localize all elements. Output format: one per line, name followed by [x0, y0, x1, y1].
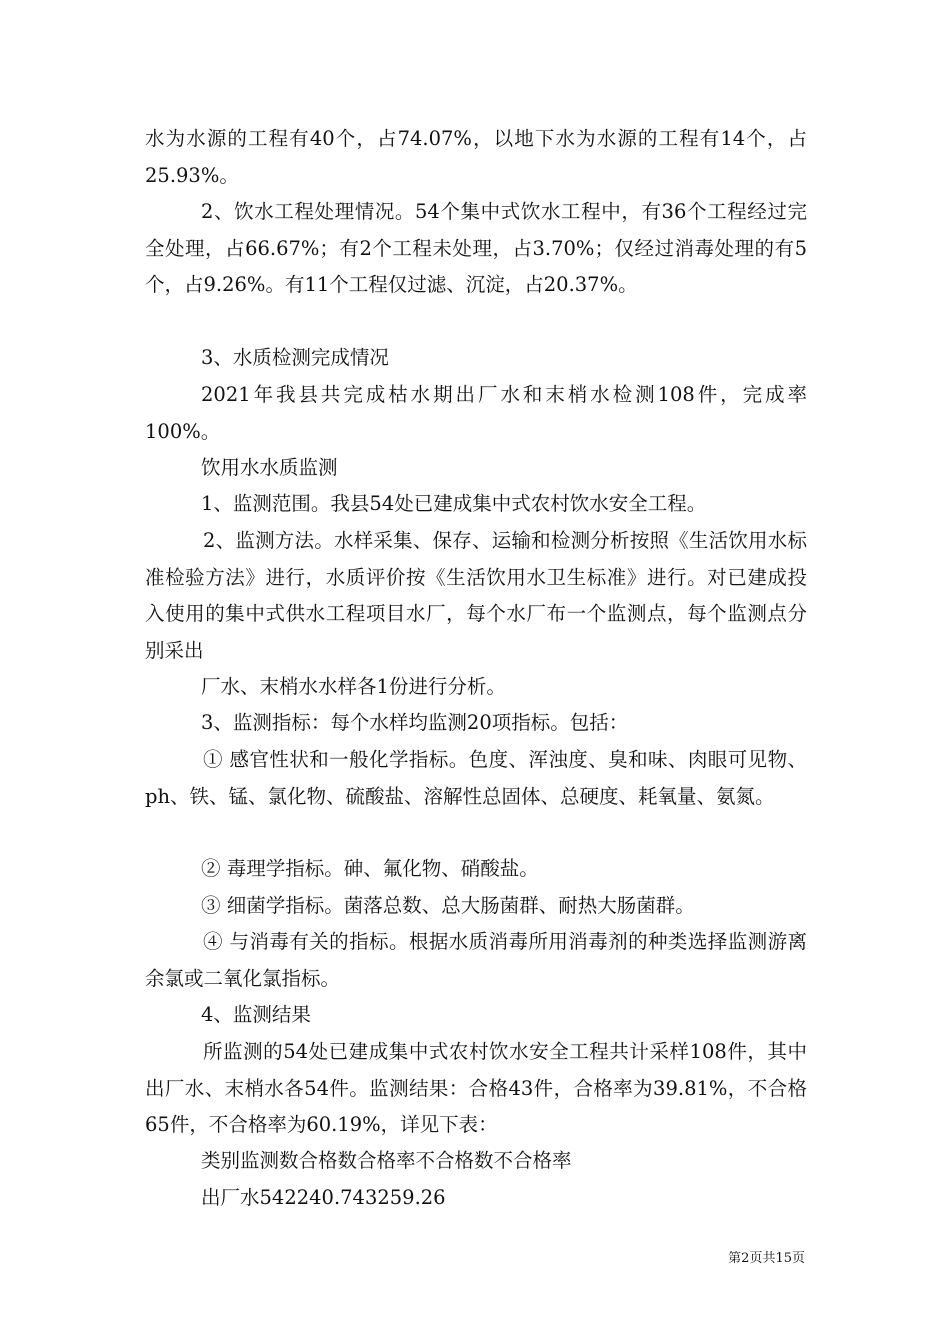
paragraph-testing-completion: 2021年我县共完成枯水期出厂水和末梢水检测108件，完成率100%。 — [145, 383, 807, 443]
heading-monitoring-indicators: 3、监测指标：每个水样均监测20项指标。包括： — [201, 711, 629, 734]
table-row-factory-water: 出厂水542240.743259.26 — [201, 1186, 446, 1209]
paragraph-monitoring-results: 所监测的54处已建成集中式农村饮水安全工程共计采样108件，其中出厂水、末梢水各54件。监测结果：合格43件，合格率为39.81%，不合格65件，不合格率为60.19%，详见下表： — [145, 1040, 807, 1136]
indicator-toxicology: ② 毒理学指标。砷、氟化物、硝酸盐。 — [201, 857, 539, 880]
paragraph-monitoring-scope: 1、监测范围。我县54处已建成集中式农村饮水安全工程。 — [201, 492, 707, 515]
indicator-sensory-chemical: ① 感官性状和一般化学指标。色度、浑浊度、臭和味、肉眼可见物、ph、铁、锰、氯化物、硫酸盐、溶解性总固体、总硬度、耗氧量、氨氮。 — [145, 748, 807, 808]
paragraph-monitoring-method: 2、监测方法。水样采集、保存、运输和检测分析按照《生活饮用水标准检验方法》进行，水质评价按《生活饮用水卫生标准》进行。对已建成投入使用的集中式供水工程项目水厂，每个水厂布一个监测点，每个监测点分别采出 — [145, 529, 807, 662]
heading-monitoring-results: 4、监测结果 — [201, 1003, 311, 1026]
paragraph-sample-analysis: 厂水、末梢水水样各1份进行分析。 — [201, 675, 506, 698]
heading-water-quality-monitoring: 饮用水水质监测 — [201, 456, 338, 479]
paragraph-treatment: 2、饮水工程处理情况。54个集中式饮水工程中，有36个工程经过完全处理，占66.67%；有2个工程未处理，占3.70%；仅经过消毒处理的有5个，占9.26%。有11个工程仅过滤、沉淀，占20.37%。 — [145, 200, 807, 296]
paragraph-water-source: 水为水源的工程有40个，占74.07%，以地下水为水源的工程有14个，占25.93%。 — [145, 127, 807, 187]
indicator-disinfection: ④ 与消毒有关的指标。根据水质消毒所用消毒剂的种类选择监测游离余氯或二氧化氯指标。 — [145, 930, 807, 990]
heading-testing-completion: 3、水质检测完成情况 — [201, 346, 389, 369]
page-number: 第2页共15页 — [728, 1251, 805, 1266]
table-header-row: 类别监测数合格数合格率不合格数不合格率 — [201, 1149, 572, 1172]
indicator-bacteriology: ③ 细菌学指标。菌落总数、总大肠菌群、耐热大肠菌群。 — [201, 894, 695, 917]
